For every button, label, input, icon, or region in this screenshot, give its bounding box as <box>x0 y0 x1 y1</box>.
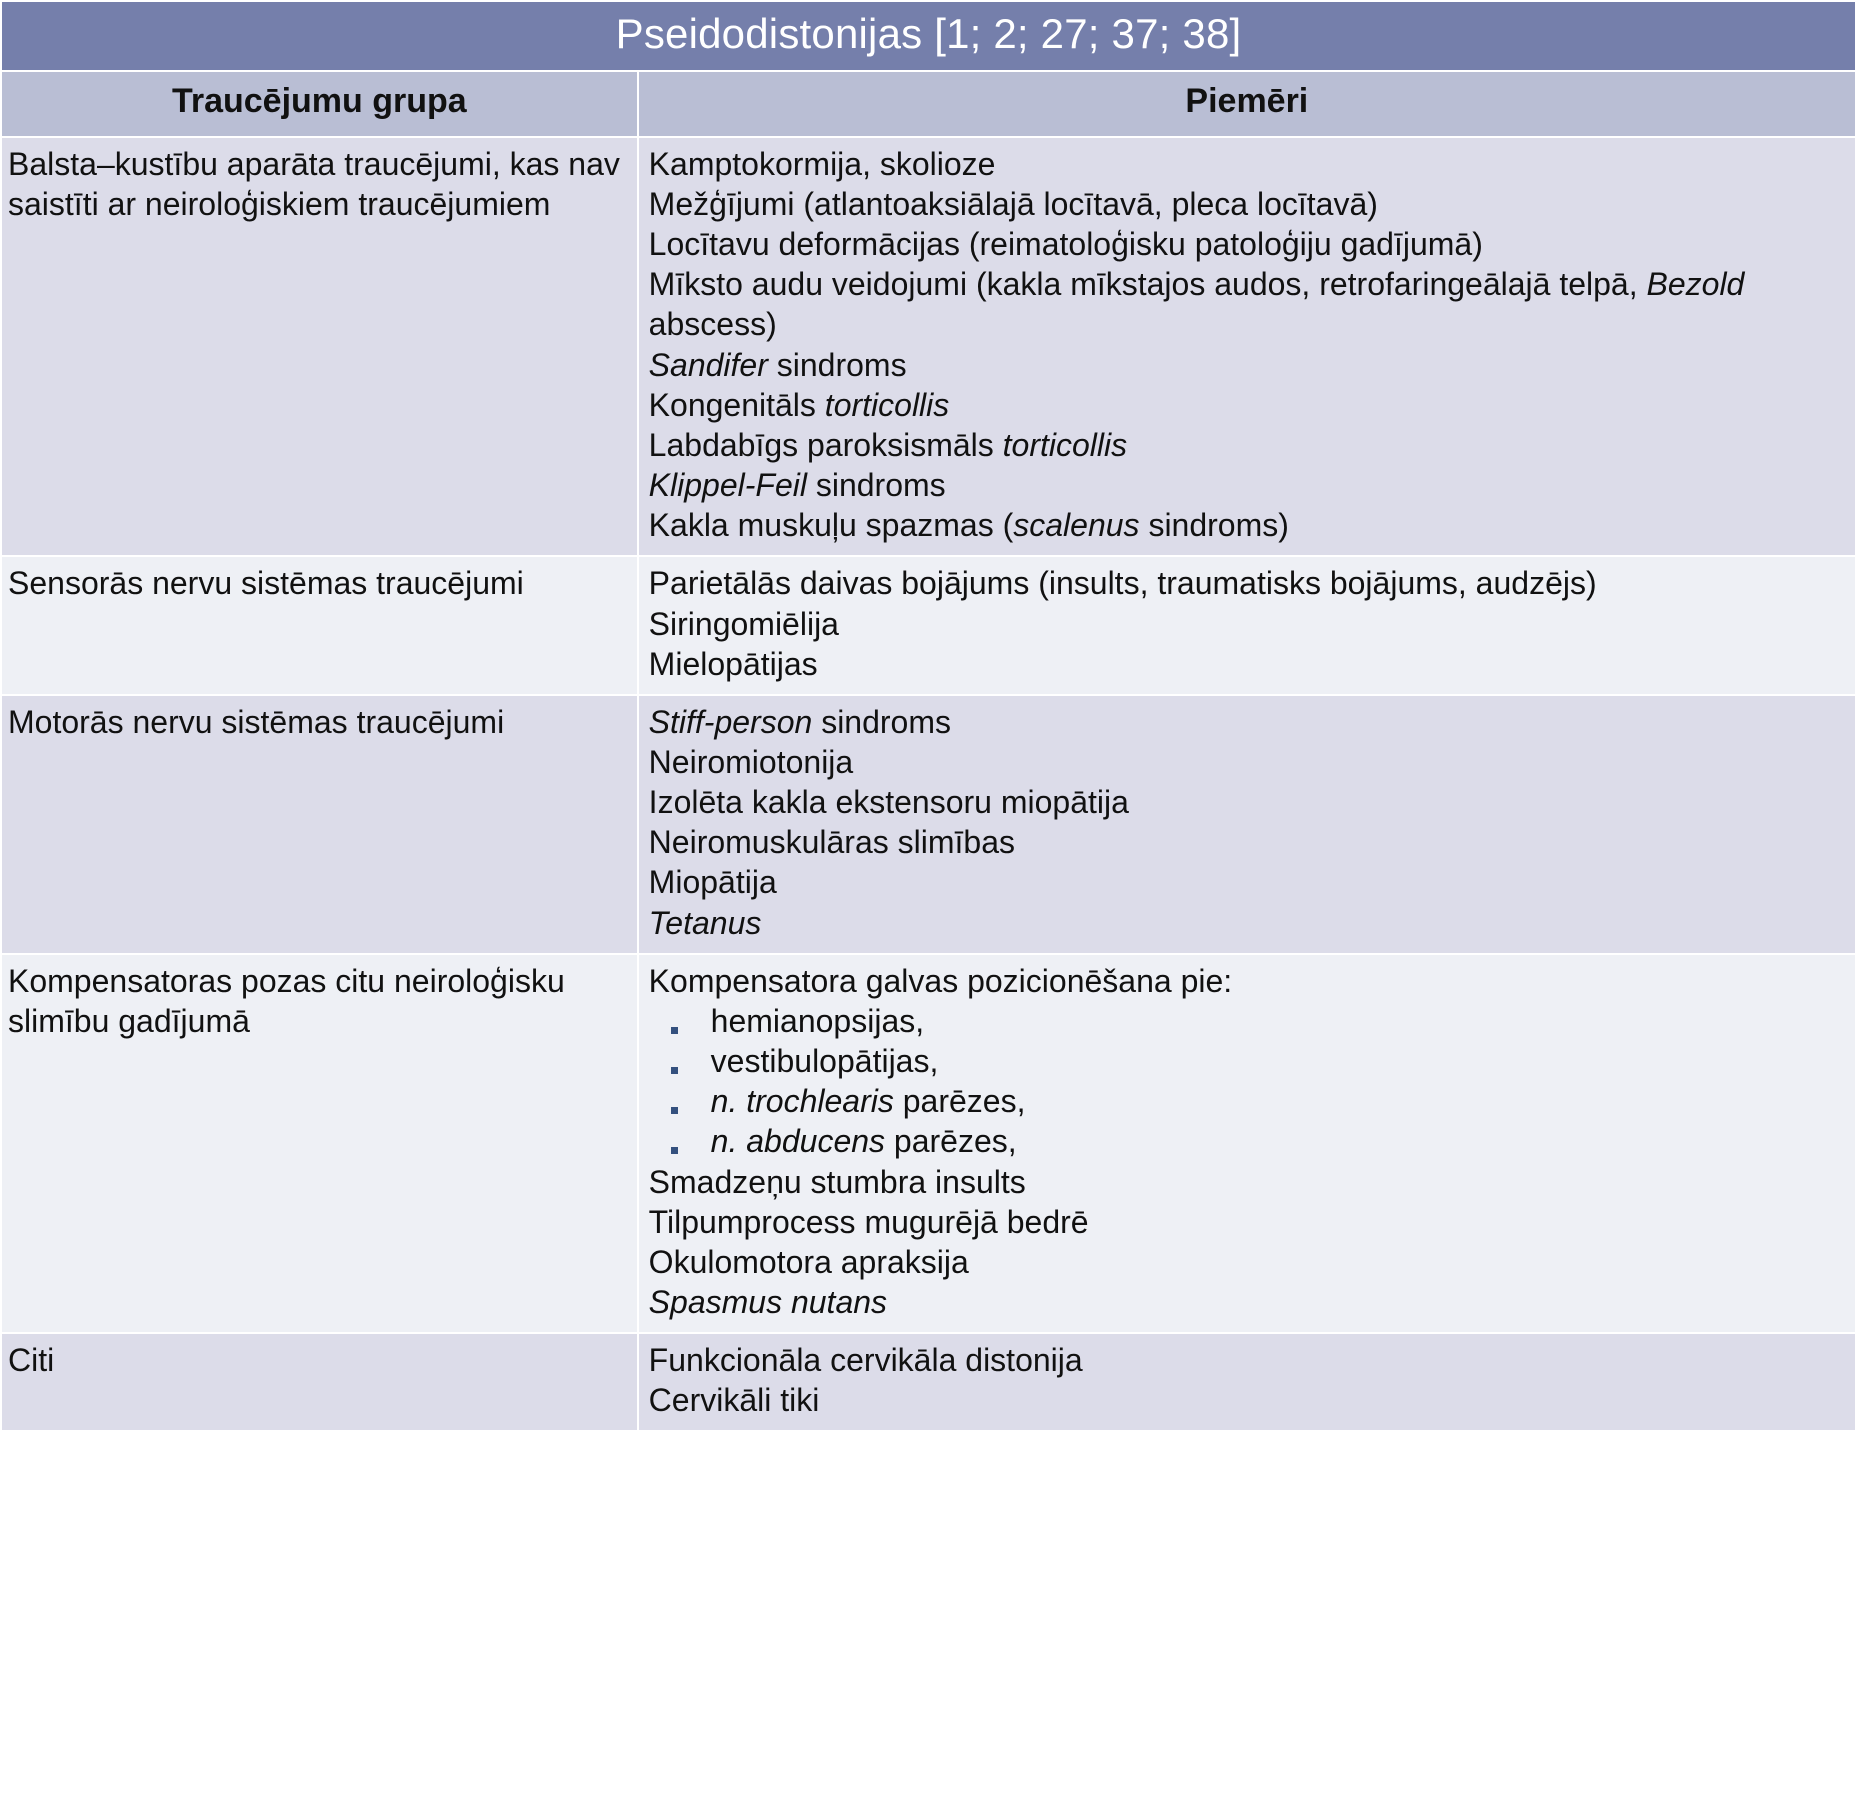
cell-examples <box>639 955 1855 1332</box>
example-line <box>649 1242 1847 1282</box>
example-line <box>649 465 1847 505</box>
example-term-italic: Tetanus <box>648 904 762 941</box>
example-text: Mežģījumi (atlantoaksiālajā locītavā, pleca locītavā) <box>648 185 1378 222</box>
example-line <box>649 505 1847 545</box>
example-line <box>649 563 1847 603</box>
disorder-group-label: Balsta–kustību aparāta traucējumi, kas nav saistīti ar neiroloģiskiem traucējumiem <box>8 145 620 222</box>
example-line <box>649 425 1847 465</box>
example-text: Kongenitāls <box>648 386 825 423</box>
example-text: Kompensatora galvas pozicionēšana pie: <box>648 962 1233 999</box>
example-text: Mīksto audu veidojumi (kakla mīkstajos audos, retrofaringeālajā telpā, <box>648 266 1647 303</box>
example-line <box>649 782 1847 822</box>
square-bullet-icon <box>671 1107 678 1114</box>
example-line <box>649 1162 1847 1202</box>
example-line <box>649 742 1847 782</box>
example-line <box>649 822 1847 862</box>
example-text: Neiromuskulāras slimības <box>648 824 1015 861</box>
table-body <box>2 138 1855 1431</box>
table-header <box>2 2 1855 136</box>
example-text: sindroms) <box>1139 507 1289 544</box>
square-bullet-icon <box>671 1027 678 1034</box>
example-line <box>649 345 1847 385</box>
example-line <box>649 702 1847 742</box>
example-text: parēzes, <box>893 1083 1026 1120</box>
example-text: Miopātija <box>648 864 777 901</box>
example-line <box>649 144 1847 184</box>
example-term-italic: Stiff-person <box>648 703 813 740</box>
table-row <box>2 696 1855 953</box>
example-term-italic: torticollis <box>1002 426 1128 463</box>
example-text: Neiromiotonija <box>648 743 854 780</box>
list-item <box>649 1001 1847 1041</box>
list-item <box>649 1041 1847 1081</box>
table-row <box>2 557 1855 693</box>
example-text: Mielopātijas <box>648 645 818 682</box>
example-line <box>649 1380 1847 1420</box>
example-term-italic: n. abducens <box>710 1123 886 1160</box>
example-line <box>649 903 1847 943</box>
disorder-group-label: Motorās nervu sistēmas traucējumi <box>8 703 505 740</box>
example-term-italic: Sandifer <box>648 346 768 383</box>
example-line <box>649 1282 1847 1322</box>
table-title-row <box>2 2 1855 70</box>
example-term-italic: scalenus <box>1013 507 1140 544</box>
list-item <box>649 1081 1847 1121</box>
example-text: sindroms <box>767 346 907 383</box>
example-text: sindroms <box>806 467 946 504</box>
example-text: Izolēta kakla ekstensoru miopātija <box>648 784 1129 821</box>
example-term-italic: torticollis <box>824 386 950 423</box>
example-line <box>649 224 1847 264</box>
example-line <box>649 644 1847 684</box>
example-text: vestibulopātijas, <box>710 1043 939 1080</box>
example-line <box>649 184 1847 224</box>
cell-examples <box>639 557 1855 693</box>
column-header-row <box>2 72 1855 136</box>
list-item <box>649 1121 1847 1161</box>
example-text: Tilpumprocess mugurējā bedrē <box>648 1203 1089 1240</box>
cell-disorder-group <box>2 696 637 953</box>
table-row <box>2 1334 1855 1430</box>
cell-disorder-group <box>2 557 637 693</box>
example-text: Kamptokormija, skolioze <box>648 145 996 182</box>
example-line <box>649 1202 1847 1242</box>
example-text: abscess) <box>648 306 777 343</box>
example-line <box>649 385 1847 425</box>
example-text: Parietālās daivas bojājums (insults, traumatisks bojājums, audzējs) <box>648 565 1597 602</box>
example-text: Labdabīgs paroksismāls <box>648 426 1003 463</box>
square-bullet-icon <box>671 1067 678 1074</box>
example-term-italic: Klippel-Feil <box>648 467 807 504</box>
cell-disorder-group <box>2 1334 637 1430</box>
example-text: sindroms <box>812 703 951 740</box>
disorder-group-label: Kompensatoras pozas citu neiroloģisku slimību gadījumā <box>8 962 565 1039</box>
cell-examples <box>639 696 1855 953</box>
example-text: Siringomiēlija <box>648 605 839 642</box>
table-row <box>2 138 1855 556</box>
disorder-group-label: Sensorās nervu sistēmas traucējumi <box>8 565 524 602</box>
example-text: Locītavu deformācijas (reimatoloģisku patoloģiju gadījumā) <box>648 226 1483 263</box>
square-bullet-icon <box>671 1147 678 1154</box>
example-line <box>649 604 1847 644</box>
example-term-italic: Bezold <box>1646 266 1745 303</box>
column-header-examples: Piemēri <box>639 72 1855 136</box>
cell-examples <box>639 138 1855 556</box>
example-text: Kakla muskuļu spazmas ( <box>648 507 1014 544</box>
example-text: Funkcionāla cervikāla distonija <box>648 1342 1083 1379</box>
example-text: Cervikāli tiki <box>648 1382 820 1419</box>
example-term-italic: Spasmus nutans <box>648 1284 888 1320</box>
example-line <box>649 264 1847 344</box>
table-row <box>2 955 1855 1332</box>
cell-disorder-group <box>2 955 637 1332</box>
cell-disorder-group <box>2 138 637 556</box>
example-text: Smadzeņu stumbra insults <box>648 1163 1026 1200</box>
example-text: Okulomotora apraksija <box>648 1243 969 1280</box>
example-text: hemianopsijas, <box>710 1002 925 1039</box>
disorder-group-label: Citi <box>8 1342 55 1379</box>
example-text: parēzes, <box>885 1123 1017 1160</box>
example-term-italic: n. trochlearis <box>710 1083 894 1120</box>
example-line <box>649 1340 1847 1380</box>
column-header-group: Traucējumu grupa <box>2 72 637 136</box>
example-sub-list <box>649 1001 1847 1162</box>
example-line <box>649 961 1847 1001</box>
table-title: Pseidodistonijas [1; 2; 27; 37; 38] <box>2 2 1855 70</box>
example-line <box>649 862 1847 902</box>
cell-examples <box>639 1334 1855 1430</box>
